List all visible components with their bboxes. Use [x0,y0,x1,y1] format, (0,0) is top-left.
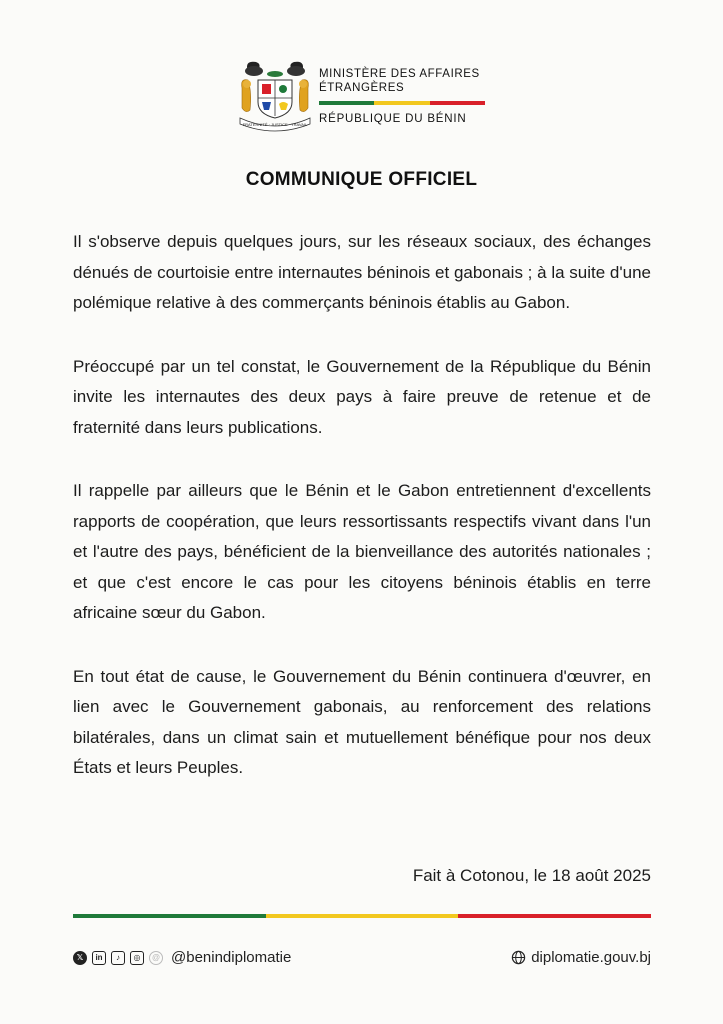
republic-name: RÉPUBLIQUE DU BÉNIN [319,113,467,125]
social-handle[interactable]: @benindiplomatie [171,949,292,966]
ministry-header [236,58,496,134]
instagram-icon[interactable]: ◎ [130,951,144,965]
ministry-name [319,67,494,95]
svg-text:FRATERNITÉ · JUSTICE · TRAVAIL: FRATERNITÉ · JUSTICE · TRAVAIL [242,122,308,127]
document-title: COMMUNIQUE OFFICIEL [245,169,478,190]
ministry-line-2: ÉTRANGÈRES [319,82,405,94]
signoff-date: Fait à Cotonou, le 18 août 2025 [412,866,651,885]
globe-icon [511,950,526,965]
linkedin-icon[interactable]: in [92,951,106,965]
website-url[interactable]: diplomatie.gouv.bj [531,949,651,966]
communique-body [73,227,651,817]
header-flag-stripe [319,101,485,105]
tiktok-icon[interactable]: ♪ [111,951,125,965]
threads-icon[interactable]: @ [149,951,163,965]
social-links [73,949,291,966]
paragraph-3: Il rappelle par ailleurs que le Bénin et le Gabon entretiennent d'excellents rapports de coopération, que leurs ressortissants respectifs vivant dans l'un et l'autre des pays, bénéficient de la bienveillance des autorités nationales ; et que c'est encore le cas pour les citoyens béninois établis en terre africaine sœur du Gabon. [73,481,651,622]
paragraph-2: Préoccupé par un tel constat, le Gouvernement de la République du Bénin invite les internautes des deux pays à faire preuve de retenue et de fraternité dans leurs publications. [73,356,651,437]
ministry-line-1: MINISTÈRE DES AFFAIRES [319,68,480,80]
paragraph-1: Il s'observe depuis quelques jours, sur les réseaux sociaux, des échanges dénués de courtoisie entre internautes béninois et gabonais ; à la suite d'une polémique relative à des commerçants béninois établis au Gabon. [73,232,651,312]
paragraph-4: En tout état de cause, le Gouvernement du Bénin continuera d'œuvrer, en lien avec le Gouvernement gabonais, au renforcement des relations bilatérales, dans un climat sain et mutuellement bénéfique pour nos deux États et leurs Peuples. [73,666,651,777]
footer-flag-stripe [73,914,651,918]
x-icon[interactable]: 𝕏 [73,951,87,965]
website-link[interactable] [511,949,651,966]
coat-of-arms-icon [236,58,314,132]
